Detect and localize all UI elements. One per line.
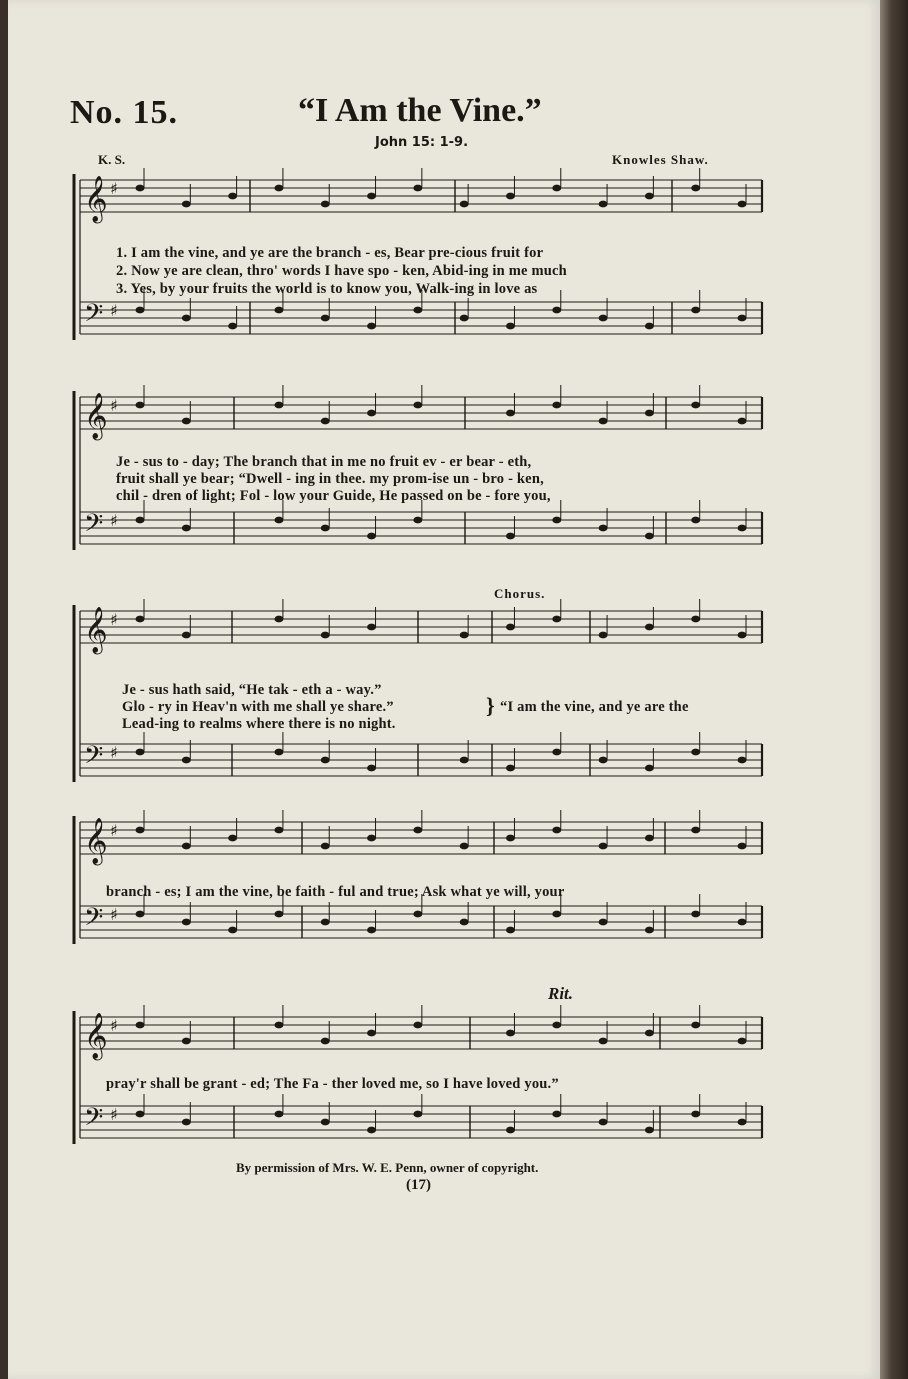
note-head	[738, 843, 747, 850]
note-head	[599, 1119, 608, 1126]
key-signature-sharp: ♯	[110, 905, 118, 924]
note-head	[136, 402, 145, 409]
note-head	[321, 418, 330, 425]
note-head	[321, 919, 330, 926]
note-head	[552, 1111, 561, 1118]
note-head	[413, 402, 422, 409]
note-head	[599, 201, 608, 208]
note-head	[506, 533, 515, 540]
note-head	[645, 1127, 654, 1134]
note-head	[552, 616, 561, 623]
note-head	[460, 201, 469, 208]
verse-3-line-3: Lead-ing to realms where there is no night.	[122, 716, 396, 732]
note-head	[321, 315, 330, 322]
treble-clef-icon: 𝄞	[84, 818, 108, 864]
bass-clef-icon: 𝄢	[84, 509, 104, 544]
note-head	[367, 410, 376, 417]
note-head	[738, 1119, 747, 1126]
note-head	[506, 193, 515, 200]
verse-2-line-1: 2. Now ye are clean, thro' words I have spo - ken, Abid-ing in me much	[116, 263, 567, 279]
note-head	[599, 315, 608, 322]
note-head	[274, 185, 283, 192]
scripture-reference: John 15: 1-9.	[375, 135, 469, 150]
hymn-title: “I Am the Vine.”	[298, 92, 542, 129]
note-head	[136, 749, 145, 756]
chorus-line-3: pray'r shall be grant - ed; The Fa - ther loved me, so I have loved you.”	[106, 1076, 559, 1092]
note-head	[321, 757, 330, 764]
note-head	[599, 418, 608, 425]
note-head	[182, 1119, 191, 1126]
note-head	[552, 185, 561, 192]
note-head	[182, 525, 191, 532]
note-head	[645, 193, 654, 200]
tempo-marking: Rit.	[548, 984, 574, 1003]
note-head	[367, 927, 376, 934]
note-head	[182, 1038, 191, 1045]
note-head	[321, 1119, 330, 1126]
note-head	[691, 1022, 700, 1029]
chorus-line-2: branch - es; I am the vine, be faith - ful and true; Ask what ye will, your	[106, 884, 565, 900]
note-head	[599, 757, 608, 764]
note-head	[182, 315, 191, 322]
note-head	[274, 749, 283, 756]
verse-2-line-3: Glo - ry in Heav'n with me shall ye share.”	[122, 699, 394, 715]
note-head	[599, 843, 608, 850]
note-head	[552, 749, 561, 756]
key-signature-sharp: ♯	[110, 610, 118, 629]
note-head	[645, 927, 654, 934]
note-head	[506, 835, 515, 842]
note-head	[367, 193, 376, 200]
note-head	[599, 919, 608, 926]
key-signature-sharp: ♯	[110, 301, 118, 320]
key-signature-sharp: ♯	[110, 396, 118, 415]
note-head	[274, 616, 283, 623]
note-head	[691, 185, 700, 192]
note-head	[413, 185, 422, 192]
note-head	[274, 1022, 283, 1029]
note-head	[367, 765, 376, 772]
note-head	[506, 1127, 515, 1134]
note-head	[274, 517, 283, 524]
key-signature-sharp: ♯	[110, 511, 118, 530]
note-head	[274, 402, 283, 409]
treble-clef-icon: 𝄞	[84, 393, 108, 439]
note-head	[182, 843, 191, 850]
note-head	[645, 533, 654, 540]
note-head	[691, 402, 700, 409]
note-head	[645, 410, 654, 417]
note-head	[367, 323, 376, 330]
note-head	[552, 827, 561, 834]
note-head	[136, 1111, 145, 1118]
note-head	[182, 201, 191, 208]
note-head	[645, 765, 654, 772]
note-head	[321, 525, 330, 532]
note-head	[645, 323, 654, 330]
note-head	[738, 632, 747, 639]
note-head	[506, 624, 515, 631]
note-head	[228, 835, 237, 842]
copyright-permission: By permission of Mrs. W. E. Penn, owner of copyright.	[236, 1160, 539, 1175]
note-head	[413, 911, 422, 918]
note-head	[738, 525, 747, 532]
note-head	[367, 835, 376, 842]
note-head	[413, 1111, 422, 1118]
note-head	[599, 525, 608, 532]
note-head	[228, 193, 237, 200]
note-head	[552, 1022, 561, 1029]
note-head	[182, 418, 191, 425]
key-signature-sharp: ♯	[110, 1016, 118, 1035]
composer-name: Knowles Shaw.	[612, 152, 709, 167]
note-head	[552, 402, 561, 409]
note-head	[691, 749, 700, 756]
note-head	[738, 201, 747, 208]
note-head	[136, 827, 145, 834]
note-head	[367, 1030, 376, 1037]
hymn-number: No. 15.	[70, 94, 179, 131]
note-head	[367, 624, 376, 631]
key-signature-sharp: ♯	[110, 179, 118, 198]
note-head	[321, 632, 330, 639]
note-head	[460, 757, 469, 764]
note-head	[691, 827, 700, 834]
note-head	[506, 410, 515, 417]
note-head	[413, 307, 422, 314]
note-head	[460, 632, 469, 639]
verse-1-line-1: 1. I am the vine, and ye are the branch - es, Bear pre-cious fruit for	[116, 245, 544, 261]
note-head	[645, 624, 654, 631]
note-head	[413, 517, 422, 524]
note-head	[691, 1111, 700, 1118]
treble-clef-icon: 𝄞	[84, 1013, 108, 1059]
note-head	[136, 307, 145, 314]
note-head	[413, 827, 422, 834]
note-head	[738, 418, 747, 425]
note-head	[738, 1038, 747, 1045]
note-head	[182, 757, 191, 764]
verse-brace: }	[486, 693, 495, 718]
note-head	[274, 827, 283, 834]
page-number: (17)	[406, 1177, 431, 1193]
note-head	[738, 919, 747, 926]
note-head	[506, 765, 515, 772]
note-head	[136, 185, 145, 192]
bass-clef-icon: 𝄢	[84, 299, 104, 334]
note-head	[506, 927, 515, 934]
chorus-label: Chorus.	[494, 586, 546, 601]
note-head	[136, 1022, 145, 1029]
note-head	[552, 911, 561, 918]
verse-3-line-2: chil - dren of light; Fol - low your Guide, He passed on be - fore you,	[116, 488, 551, 504]
chorus-refrain-line: “I am the vine, and ye are the	[500, 699, 689, 715]
note-head	[136, 517, 145, 524]
note-head	[228, 927, 237, 934]
author-initials: K. S.	[98, 152, 126, 167]
note-head	[367, 1127, 376, 1134]
bass-clef-icon: 𝄢	[84, 1103, 104, 1138]
note-head	[321, 201, 330, 208]
note-head	[738, 315, 747, 322]
note-head	[274, 307, 283, 314]
note-head	[274, 1111, 283, 1118]
note-head	[738, 757, 747, 764]
note-head	[460, 919, 469, 926]
verse-1-line-3: Je - sus hath said, “He tak - eth a - way.”	[122, 682, 382, 698]
note-head	[691, 517, 700, 524]
bass-clef-icon: 𝄢	[84, 903, 104, 938]
note-head	[506, 323, 515, 330]
key-signature-sharp: ♯	[110, 1105, 118, 1124]
note-head	[182, 919, 191, 926]
note-head	[321, 1038, 330, 1045]
key-signature-sharp: ♯	[110, 821, 118, 840]
note-head	[321, 843, 330, 850]
treble-clef-icon: 𝄞	[84, 607, 108, 653]
key-signature-sharp: ♯	[110, 743, 118, 762]
note-head	[691, 911, 700, 918]
bass-clef-icon: 𝄢	[84, 741, 104, 776]
note-head	[460, 315, 469, 322]
note-head	[691, 307, 700, 314]
note-head	[367, 533, 376, 540]
note-head	[182, 632, 191, 639]
note-head	[413, 1022, 422, 1029]
note-head	[552, 307, 561, 314]
verse-2-line-2: fruit shall ye bear; “Dwell - ing in thee. my prom-ise un - bro - ken,	[116, 471, 544, 487]
note-head	[136, 616, 145, 623]
note-head	[599, 1038, 608, 1045]
note-head	[552, 517, 561, 524]
verse-1-line-2: Je - sus to - day; The branch that in me no fruit ev - er bear - eth,	[116, 454, 532, 470]
verse-3-line-1: 3. Yes, by your fruits the world is to know you, Walk-ing in love as	[116, 281, 538, 297]
note-head	[228, 323, 237, 330]
note-head	[506, 1030, 515, 1037]
note-head	[691, 616, 700, 623]
note-head	[645, 835, 654, 842]
note-head	[136, 911, 145, 918]
treble-clef-icon: 𝄞	[84, 176, 108, 222]
note-head	[645, 1030, 654, 1037]
note-head	[599, 632, 608, 639]
note-head	[274, 911, 283, 918]
note-head	[460, 843, 469, 850]
